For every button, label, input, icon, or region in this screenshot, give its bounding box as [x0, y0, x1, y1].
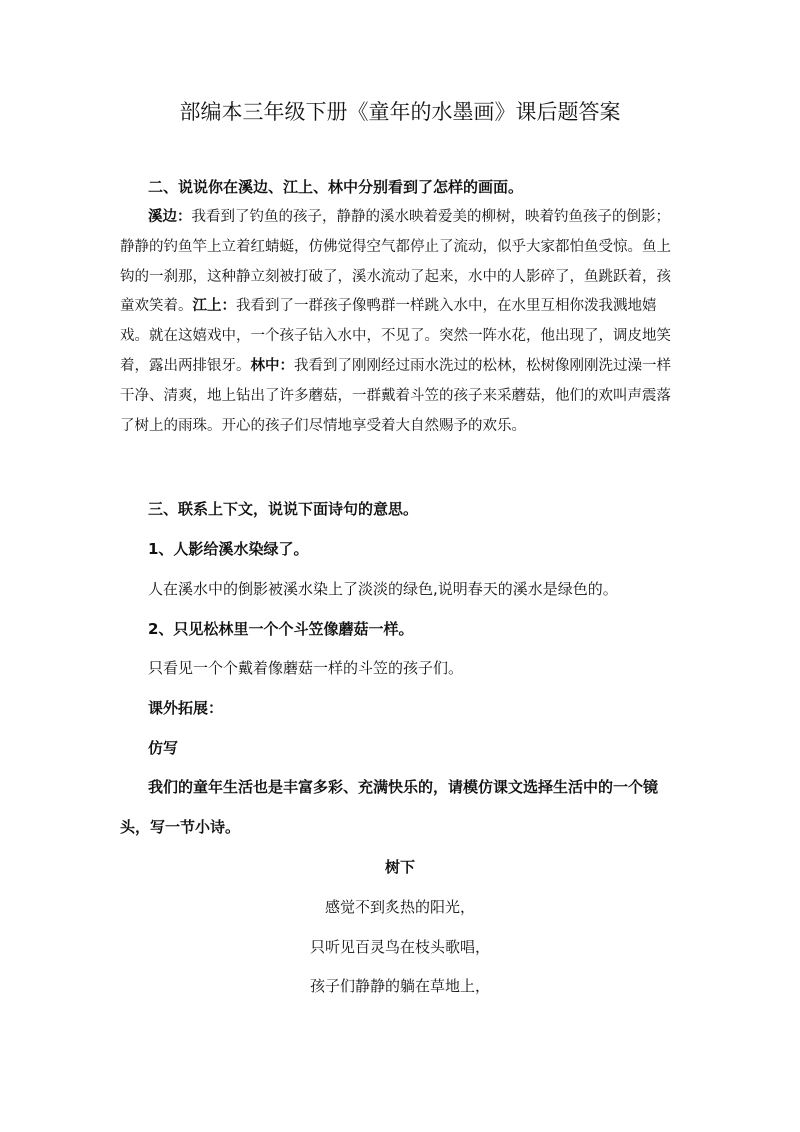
document-title: 部编本三年级下册《童年的水墨画》课后题答案: [179, 100, 621, 124]
extension-subheading: 仿写: [148, 739, 179, 757]
question-3-answer-1: 人在溪水中的倒影被溪水染上了淡淡的绿色,说明春天的溪水是绿色的。: [148, 580, 618, 598]
poem-line: 只听见百灵鸟在枝头歌唱，: [309, 938, 490, 956]
question-2-heading: 二、说说你在溪边、江上、林中分别看到了怎样的画面。: [148, 178, 524, 196]
question-3-item-1: 1、人影给溪水染绿了。: [148, 540, 309, 558]
answer-linzhong: 我看到了刚刚经过雨水洗过的松林，松树像刚刚洗过澡一样干净、清爽，地上钻出了许多蘑菇，一群戴着斗笠的孩子来采蘑菇，他们的欢叫声震落了树上的雨珠。开心的孩子们尽情地享受着大自然赐予的欢乐。: [120, 357, 671, 434]
extension-heading: 课外拓展：: [148, 699, 224, 717]
question-3-item-2: 2、只见松林里一个个斗笠像蘑菇一样。: [148, 620, 414, 638]
label-xibian: 溪边：: [148, 209, 192, 225]
label-linzhong: 林中：: [250, 357, 294, 374]
label-jiangshang: 江上：: [192, 298, 236, 315]
poem-line: 感觉不到炙热的阳光，: [324, 898, 475, 916]
answer-jiangshang: 我看到了一群孩子像鸭群一样跳入水中，在水里互相你泼我溅地嬉戏。就在这嬉戏中，一个孩子钻入水中，不见了。突然一阵水花，他出现了，调皮地笑着，露出两排银牙。: [120, 298, 671, 374]
extension-intro: 我们的童年生活也是丰富多彩、充满快乐的，请模仿课文选择生活中的一个镜头，写一节小诗。: [120, 778, 659, 836]
question-2-answer: [120, 203, 680, 441]
answer-xibian: 我看到了钓鱼的孩子，静静的溪水映着爱美的柳树，映着钓鱼孩子的倒影；静静的钓鱼竿上立着红蜻蜓，仿佛觉得空气都停止了流动，似乎大家都怕鱼受惊。鱼上钩的一刹那，这种静立刻被打破了，溪水流动了起来，水中的人影碎了，鱼跳跃着，孩童欢笑着。: [120, 209, 671, 315]
question-3-heading: 三、联系上下文，说说下面诗句的意思。: [148, 500, 419, 518]
poem-line: 孩子们静静的躺在草地上，: [309, 977, 490, 995]
question-3-answer-2: 只看见一个个戴着像蘑菇一样的斗笠的孩子们。: [148, 659, 464, 677]
poem-title: 树下: [384, 858, 415, 876]
